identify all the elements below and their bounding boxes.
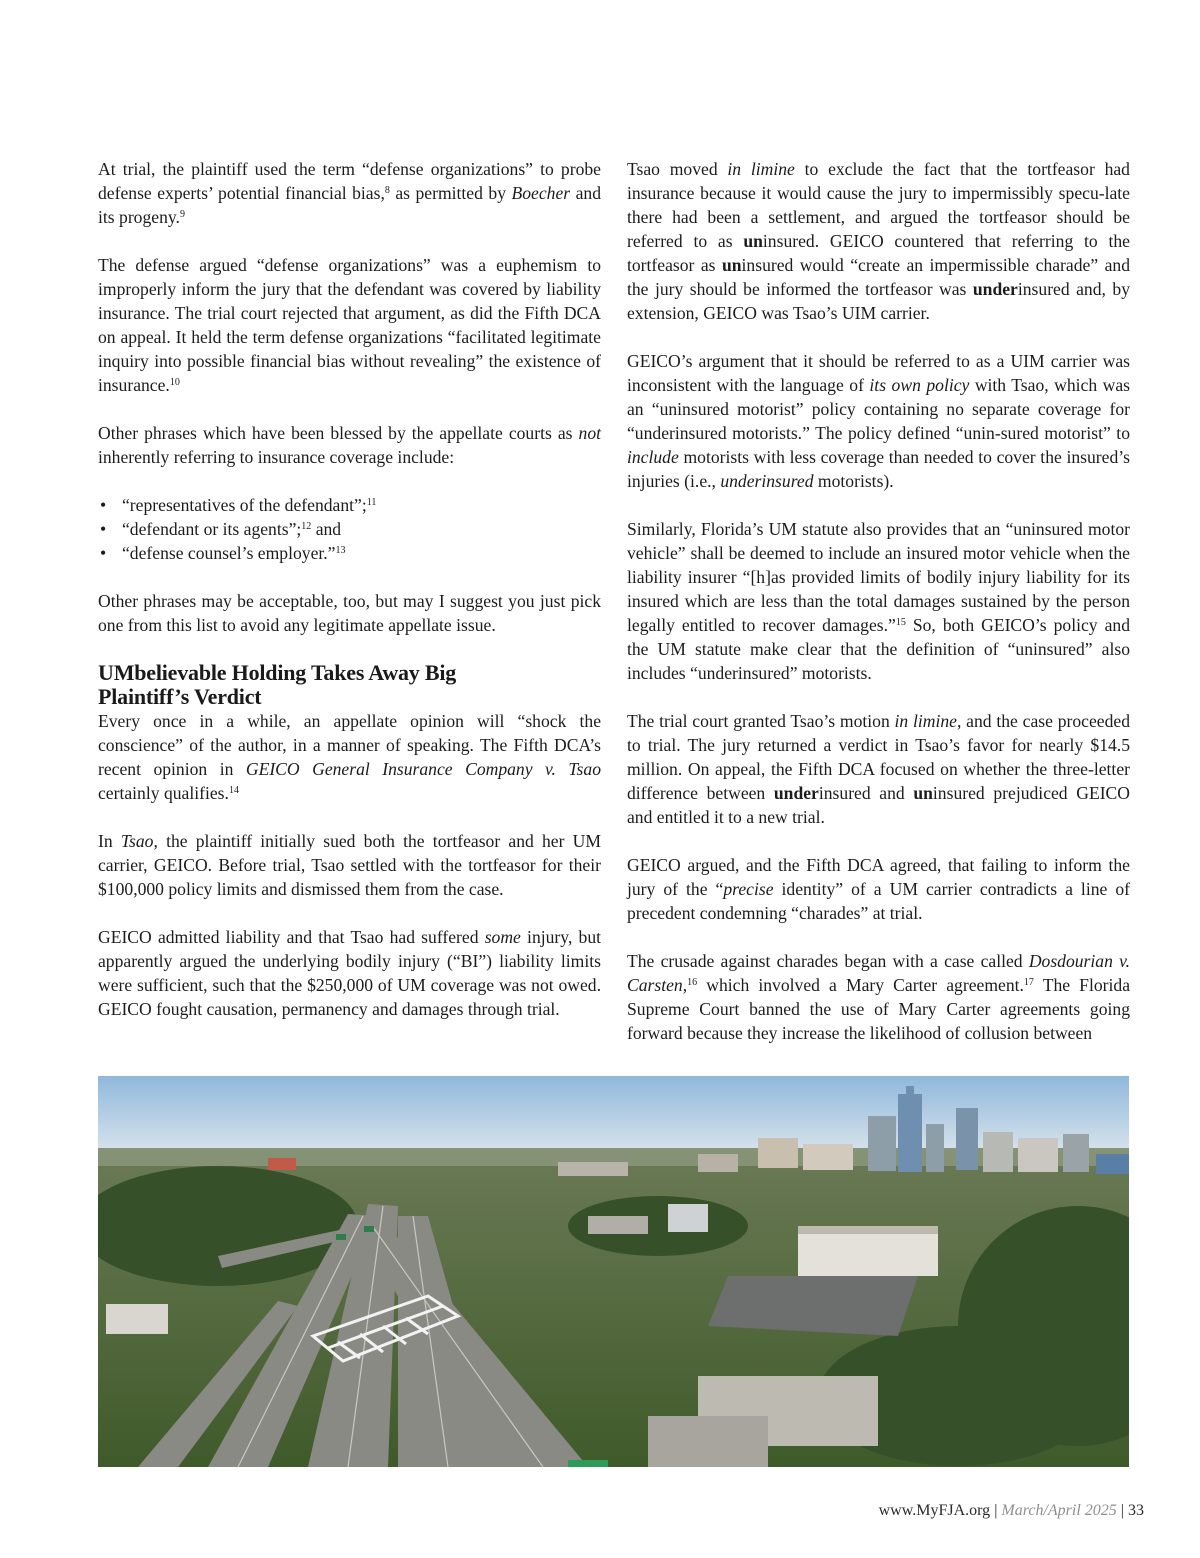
paragraph: GEICO admitted liability and that Tsao had suffered some injury, but apparently argued the underlying bodily injury (“BI”) liability limits were sufficient, such that the $250,000 of UM coverage was not owed. GEICO fought causation, permanency and damages through trial. [98, 927, 602, 1019]
page-number: 33 [1128, 1502, 1144, 1519]
left-column [98, 157, 601, 1021]
list-item: • “representatives of the defendant”;$^{11}$ [98, 493, 601, 517]
case-name: Dosdourian v. Carsten [627, 951, 1131, 995]
case-name: GEICO General Insurance Company v. Tsao [245, 759, 601, 779]
case-name: Boecher [511, 183, 571, 203]
paragraph: Similarly, Florida’s UM statute also provides that an “uninsured motor vehicle” shall be deemed to include an insured motor vehicle when the liability insurer “[h]as provided limits of bodily injury liability for its insured which are less than the total damages sustained by the person legally entitled to recover damages.”$^{15}$ So, both GEICO’s policy and the UM statute make clear that the definition of “uninsured” also includes “underinsured” motorists. [627, 519, 1130, 683]
phrase-list [98, 493, 601, 565]
paragraph: The crusade against charades began with a case called Dosdourian v. Carsten,$^{16}$ which involved a Mary Carter agreement.$^{17}$ The Florida Supreme Court banned the use of Mary Carter agreements going forward because they increase the likelihood of collusion between [627, 951, 1131, 1043]
paragraph: Other phrases may be acceptable, too, but may I suggest you just pick one from this list to avoid any legitimate appellate issue. [98, 591, 601, 635]
paragraph: In Tsao, the plaintiff initially sued both the tortfeasor and her UM carrier, GEICO. Before trial, Tsao settled with the tortfeasor for their $100,000 policy limits and dismissed them from the case. [98, 831, 601, 899]
issue-date: March/April 2025 [1001, 1502, 1117, 1519]
footnote-ref[interactable]: 11 [366, 497, 377, 508]
page-footer: www.MyFJA.org | March/April 2025 | 33 [878, 1502, 1144, 1519]
site-link[interactable]: www.MyFJA.org [878, 1502, 991, 1519]
footnote-ref[interactable]: 12 [301, 521, 312, 532]
case-name: Tsao [120, 831, 154, 851]
footnote-ref[interactable]: 15 [895, 617, 906, 628]
paragraph: GEICO argued, and the Fifth DCA agreed, that failing to inform the jury of the “precise identity” of a UM carrier contradicts a line of precedent condemning “charades” at trial. [627, 855, 1130, 923]
footnote-ref[interactable]: 9 [179, 209, 185, 220]
paragraph: The defense argued “defense organizations” was a euphemism to improperly inform the jury that the defendant was covered by liability insurance. The trial court rejected that argument, as did the Fifth DCA on appeal. It held the term defense organizations “facilitated legitimate inquiry into possible financial bias without revealing” the existence of insurance.$^{10}$ [98, 255, 601, 395]
paragraph: Tsao moved in limine to exclude the fact that the tortfeasor had insurance because it would cause the jury to impermissibly specu-late there had been a settlement, and argued the tortfeasor should be referred to as uninsured. GEICO countered that referring to the tortfeasor as uninsured would “create an impermissible charade” and the jury should be informed the tortfeasor was underinsured and, by extension, GEICO was Tsao’s UIM carrier. [627, 159, 1130, 323]
footnote-ref[interactable]: 8 [384, 185, 390, 196]
list-item: • “defendant or its agents”;$^{12}$ and [98, 517, 601, 541]
list-item: • “defense counsel’s employer.”$^{13}$ [98, 541, 601, 565]
aerial-city-photo [98, 1076, 1129, 1467]
footnote-ref[interactable]: 16 [687, 977, 698, 988]
section-heading: UMbelievable Holding Takes Away Big Plaintiff’s Verdict [98, 660, 457, 709]
footnote-ref[interactable]: 13 [335, 545, 346, 556]
paragraph: GEICO’s argument that it should be referred to as a UIM carrier was inconsistent with the language of its own policy with Tsao, which was an “uninsured motorist” policy containing no separate coverage for “underinsured motorists.” The policy defined “unin-sured motorist” to include motorists with less coverage than needed to cover the insured’s injuries (i.e., underinsured motorists). [627, 351, 1130, 491]
paragraph: Other phrases which have been blessed by the appellate courts as not inherently referring to insurance coverage include: [98, 423, 601, 467]
paragraph: Every once in a while, an appellate opinion will “shock the conscience” of the author, in a manner of speaking. The Fifth DCA’s recent opinion in GEICO General Insurance Company v. Tsao certainly qualifies.$^{14}$ [98, 711, 601, 803]
paragraph: The trial court granted Tsao’s motion in limine, and the case proceeded to trial. The jury returned a verdict in Tsao’s favor for nearly $14.5 million. On appeal, the Fifth DCA focused on whether the three-letter difference between underinsured and uninsured prejudiced GEICO and entitled it to a new trial. [627, 711, 1130, 827]
aerial-photo-illustration [98, 1076, 1129, 1467]
paragraph: At trial, the plaintiff used the term “defense organizations” to probe defense experts’ potential financial bias,$^8$ as permitted by Boecher and its progeny.$^9$ [98, 159, 601, 227]
right-column [627, 157, 1130, 1045]
footnote-ref[interactable]: 17 [1023, 977, 1034, 988]
footnote-ref[interactable]: 14 [228, 785, 239, 796]
footnote-ref[interactable]: 10 [169, 377, 180, 388]
